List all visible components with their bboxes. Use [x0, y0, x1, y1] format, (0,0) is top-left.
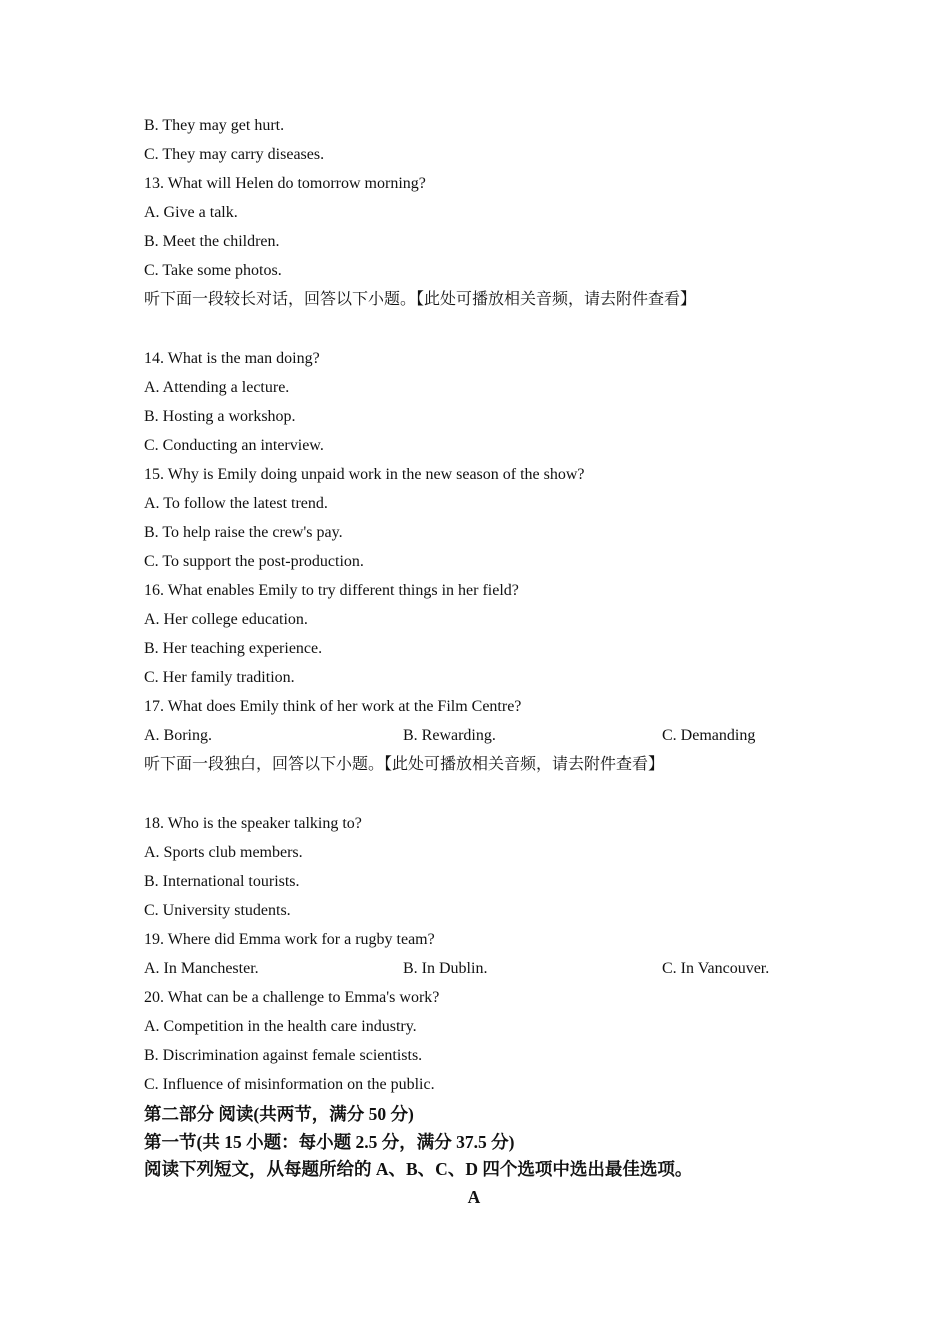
option-a: A. In Manchester.: [144, 960, 259, 977]
q19-options-row: [144, 954, 804, 983]
passage-label: A: [467, 1186, 481, 1207]
option-line: B. They may get hurt.: [144, 117, 285, 134]
option-line: C. Her family tradition.: [144, 669, 295, 686]
option-line: A. Her college education.: [144, 611, 308, 628]
question-line: 17. What does Emily think of her work at the Film Centre?: [144, 698, 522, 715]
spacer: [144, 779, 804, 809]
option-c: C. In Vancouver.: [662, 960, 770, 977]
question-line: 13. What will Helen do tomorrow morning?: [144, 175, 426, 192]
audio-instruction: 听下面一段独白，回答以下小题。【此处可播放相关音频，请去附件查看】: [144, 756, 665, 773]
option-line: B. Discrimination against female scientists.: [144, 1047, 423, 1064]
option-line: C. Influence of misinformation on the public.: [144, 1076, 435, 1093]
spacer: [144, 314, 804, 344]
question-line: 14. What is the man doing?: [144, 350, 320, 367]
option-line: C. They may carry diseases.: [144, 146, 325, 163]
option-line: B. Her teaching experience.: [144, 640, 323, 657]
option-line: B. Hosting a workshop.: [144, 408, 296, 425]
exam-content: [144, 111, 804, 1211]
option-line: A. Competition in the health care industry.: [144, 1018, 417, 1035]
option-b: B. Rewarding.: [403, 727, 496, 744]
option-line: A. Sports club members.: [144, 844, 303, 861]
option-b: B. In Dublin.: [403, 960, 488, 977]
subsection-heading: 第一节(共 15 小题：每小题 2.5 分，满分 37.5 分): [144, 1131, 515, 1152]
reading-instruction: 阅读下列短文，从每题所给的 A、B、C、D 四个选项中选出最佳选项。: [144, 1159, 693, 1179]
question-line: 18. Who is the speaker talking to?: [144, 815, 362, 832]
option-line: B. Meet the children.: [144, 233, 280, 250]
audio-instruction: 听下面一段较长对话，回答以下小题。【此处可播放相关音频，请去附件查看】: [144, 291, 697, 308]
option-line: B. To help raise the crew's pay.: [144, 524, 343, 541]
section-heading: 第二部分 阅读(共两节，满分 50 分): [144, 1104, 414, 1124]
option-line: C. Take some photos.: [144, 262, 282, 279]
option-line: C. Conducting an interview.: [144, 437, 324, 454]
option-c: C. Demanding: [662, 727, 756, 744]
option-line: B. International tourists.: [144, 873, 300, 890]
option-line: C. University students.: [144, 902, 291, 919]
question-line: 16. What enables Emily to try different things in her field?: [144, 582, 519, 599]
option-line: A. To follow the latest trend.: [144, 495, 328, 512]
option-line: C. To support the post-production.: [144, 553, 364, 570]
question-line: 19. Where did Emma work for a rugby team?: [144, 931, 435, 948]
question-line: 20. What can be a challenge to Emma's work?: [144, 989, 440, 1006]
option-line: A. Attending a lecture.: [144, 379, 290, 396]
question-line: 15. Why is Emily doing unpaid work in the new season of the show?: [144, 466, 585, 483]
q17-options-row: [144, 721, 804, 750]
option-line: A. Give a talk.: [144, 204, 238, 221]
option-a: A. Boring.: [144, 727, 212, 744]
